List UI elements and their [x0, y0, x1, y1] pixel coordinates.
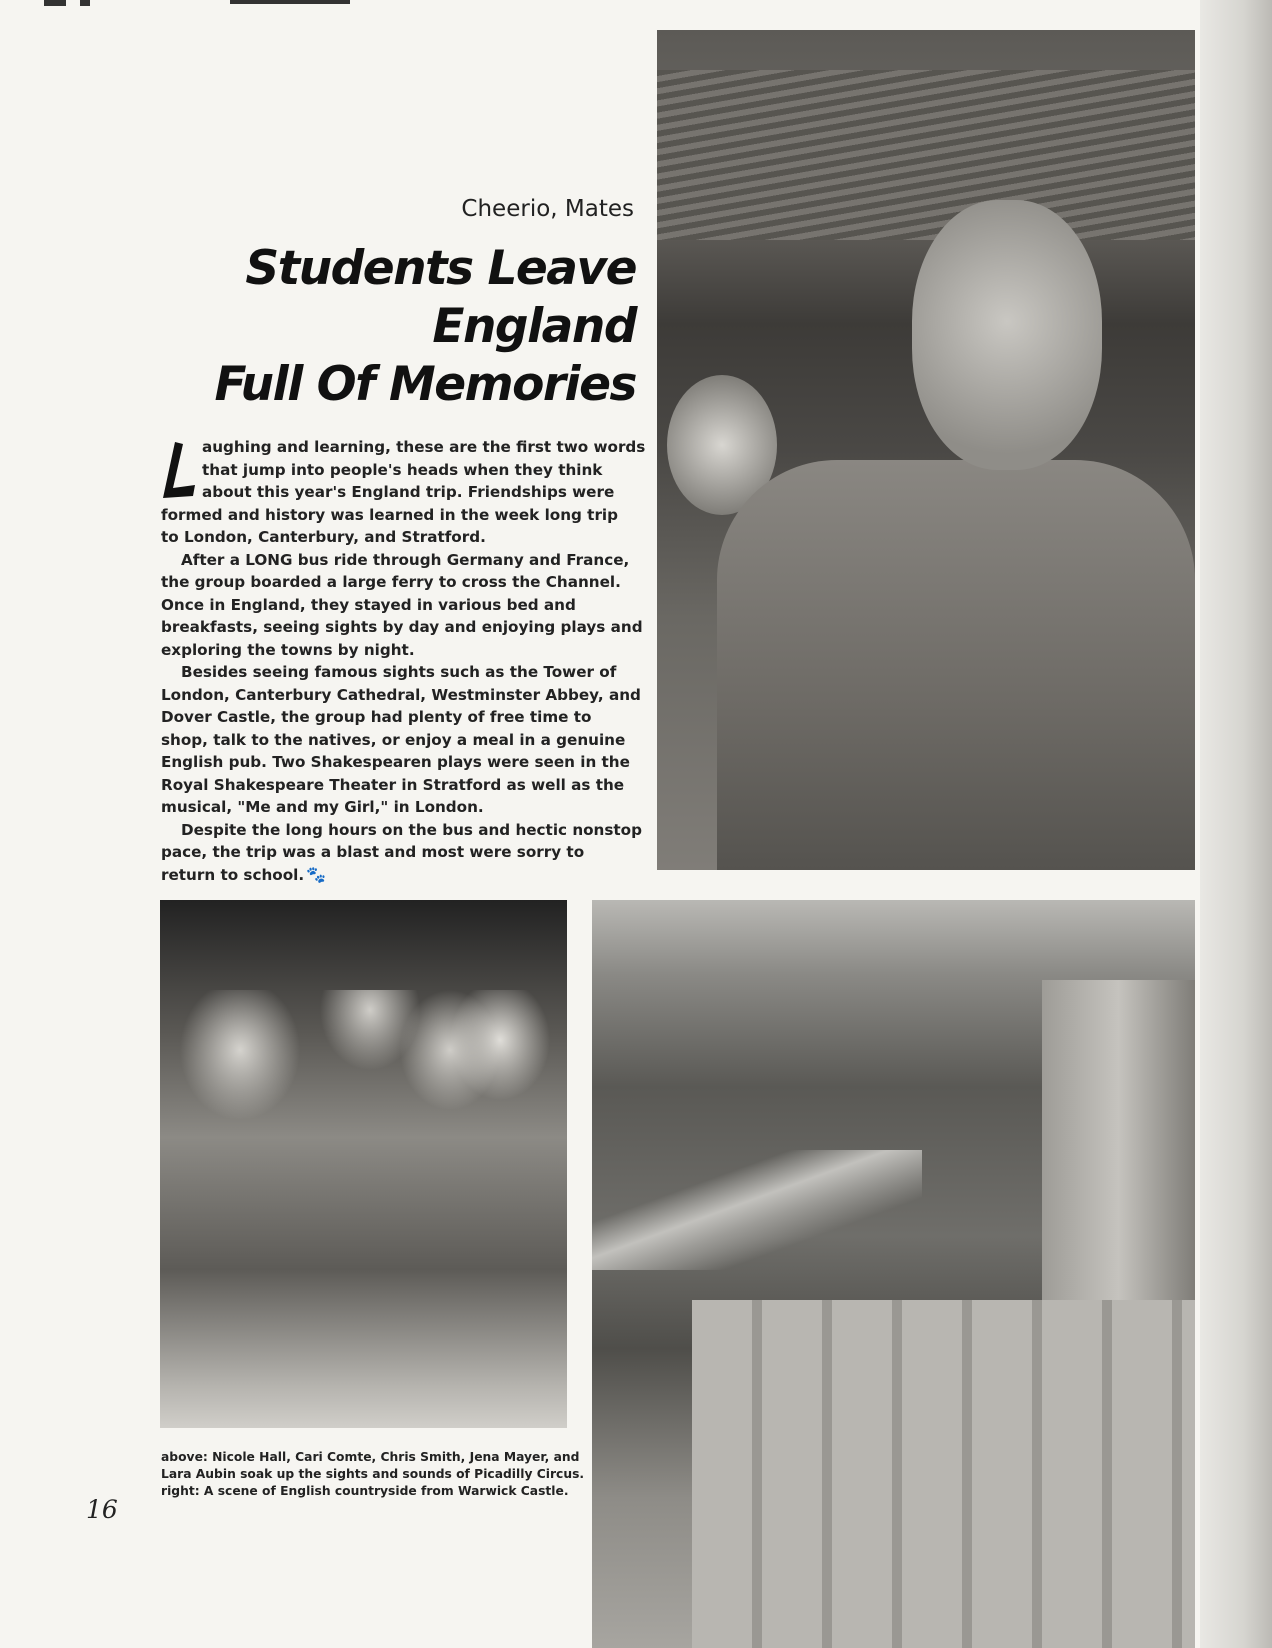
paw-print-icon: 🐾	[306, 864, 327, 884]
article-kicker: Cheerio, Mates	[461, 196, 634, 222]
body-line	[161, 661, 641, 684]
page-number: 16	[86, 1495, 118, 1524]
body-line-text: to London, Canterbury, and Stratford.	[161, 528, 486, 546]
body-line-text: breakfasts, seeing sights by day and enjoying plays and	[161, 618, 643, 636]
body-line-text: Once in England, they stayed in various bed and	[161, 595, 576, 614]
body-line-text: Dover Castle, the group had plenty of free time to	[161, 708, 592, 726]
body-line	[161, 549, 641, 572]
body-line-text: shop, talk to the natives, or enjoy a meal in a genuine	[161, 730, 626, 749]
body-line-text: return to school.	[161, 865, 305, 884]
caption-line: above: Nicole Hall, Cari Comte, Chris Smith, Jena Mayer, and	[161, 1450, 580, 1464]
body-line-text: Besides seeing famous sights such as the Tower of	[181, 663, 617, 681]
headline-line: Students Leave	[245, 241, 636, 296]
body-line	[161, 616, 641, 639]
body-line	[161, 684, 641, 707]
body-line	[161, 729, 641, 752]
caption-line: Lara Aubin soak up the sights and sounds of Picadilly Circus.	[161, 1467, 585, 1481]
photo-students-picadilly	[160, 900, 567, 1428]
body-line	[161, 751, 641, 774]
body-line-text: Royal Shakespeare Theater in Stratford as well as the	[161, 775, 625, 794]
article-body	[161, 436, 646, 886]
photo-caption	[161, 1449, 584, 1500]
body-line-text: about this year's England trip. Friendships were	[202, 483, 615, 501]
body-line	[161, 864, 641, 887]
body-line-text: Despite the long hours on the bus and hectic nonstop	[181, 820, 642, 839]
body-line-text: English pub. Two Shakespearen plays were seen in the	[161, 753, 630, 771]
body-line	[161, 459, 641, 482]
body-line-text: that jump into people's heads when they think	[202, 460, 603, 479]
body-line-text: After a LONG bus ride through Germany and France,	[181, 550, 630, 569]
photo-warwick-castle-countryside	[592, 900, 1195, 1648]
body-line-text: exploring the towns by night.	[161, 640, 415, 659]
body-line-text: pace, the trip was a blast and most were sorry to	[161, 843, 585, 861]
body-line	[161, 526, 641, 549]
body-line-text: formed and history was learned in the week long trip	[161, 505, 619, 524]
headline-line: England	[432, 299, 636, 354]
body-line	[161, 819, 641, 842]
body-line	[161, 436, 646, 459]
body-line	[161, 594, 641, 617]
body-line-text: London, Canterbury Cathedral, Westminster Abbey, and	[161, 685, 641, 704]
body-line	[161, 706, 641, 729]
photo-man-in-jacket	[657, 30, 1195, 870]
top-scan-marks	[40, 0, 460, 8]
body-line	[161, 504, 641, 527]
body-line	[161, 774, 641, 797]
body-line	[161, 481, 641, 504]
caption-line: right: A scene of English countryside from Warwick Castle.	[161, 1484, 569, 1498]
body-line	[161, 841, 641, 864]
body-line-text: aughing and learning, these are the first two words	[202, 438, 646, 456]
body-line-text: musical, "Me and my Girl," in London.	[161, 798, 484, 816]
headline-line: Full Of Memories	[214, 357, 636, 412]
body-line-text: the group boarded a large ferry to cross the Channel.	[161, 573, 621, 591]
body-line	[161, 639, 641, 662]
scan-page-edge	[1200, 0, 1272, 1648]
body-line	[161, 571, 641, 594]
body-line	[161, 796, 641, 819]
article-headline	[215, 240, 636, 414]
